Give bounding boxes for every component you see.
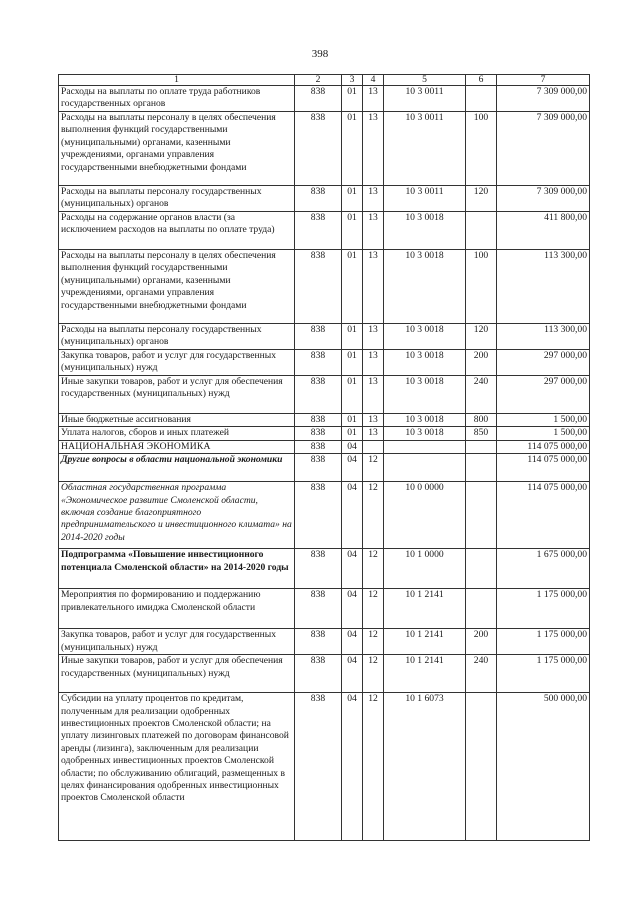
subsection-code-cell: 13: [363, 427, 384, 440]
target-article-cell: 10 3 0018: [384, 427, 466, 440]
column-header-row: [59, 75, 590, 86]
table-row: [59, 440, 590, 453]
section-code-cell: 01: [342, 427, 363, 440]
table-row: [59, 414, 590, 427]
target-article-cell: 10 3 0011: [384, 86, 466, 112]
section-code-cell: 01: [342, 86, 363, 112]
table-row: [59, 629, 590, 655]
expense-type-cell: 100: [466, 250, 497, 324]
subsection-code-cell: 12: [363, 629, 384, 655]
row-name-cell: Мероприятия по формированию и поддержанию привлекательного имиджа Смоленской области: [59, 589, 295, 629]
expense-type-cell: [466, 440, 497, 453]
dept-code-cell: 838: [295, 427, 342, 440]
subsection-code-cell: 12: [363, 589, 384, 629]
amount-cell: 297 000,00: [497, 350, 590, 376]
table-row: [59, 112, 590, 186]
expense-type-cell: 120: [466, 324, 497, 350]
row-name-cell: Расходы на содержание органов власти (за исключением расходов на выплаты по оплате труда): [59, 212, 295, 250]
amount-cell: 1 675 000,00: [497, 549, 590, 589]
expense-type-cell: 100: [466, 112, 497, 186]
subsection-code-cell: 12: [363, 454, 384, 482]
column-header: 1: [59, 75, 295, 86]
target-article-cell: 10 3 0018: [384, 250, 466, 324]
amount-cell: 500 000,00: [497, 693, 590, 841]
row-name-cell: Закупка товаров, работ и услуг для государственных (муниципальных) нужд: [59, 350, 295, 376]
section-code-cell: 01: [342, 376, 363, 414]
target-article-cell: 10 1 2141: [384, 629, 466, 655]
row-name-cell: НАЦИОНАЛЬНАЯ ЭКОНОМИКА: [59, 440, 295, 453]
row-name-cell: Расходы на выплаты персоналу государственных (муниципальных) органов: [59, 186, 295, 212]
table-row: [59, 350, 590, 376]
dept-code-cell: 838: [295, 250, 342, 324]
row-name-cell: Расходы на выплаты по оплате труда работников государственных органов: [59, 86, 295, 112]
row-name-cell: Расходы на выплаты персоналу в целях обеспечения выполнения функций государственными (муниципальными) органами, казенными учреждениями, органами управления государственными внебюджетными фондами: [59, 112, 295, 186]
subsection-code-cell: 13: [363, 376, 384, 414]
target-article-cell: 10 3 0018: [384, 414, 466, 427]
section-code-cell: 01: [342, 414, 363, 427]
section-code-cell: 04: [342, 549, 363, 589]
table-row: [59, 376, 590, 414]
amount-cell: 114 075 000,00: [497, 440, 590, 453]
section-code-cell: 01: [342, 250, 363, 324]
target-article-cell: 10 1 2141: [384, 589, 466, 629]
amount-cell: 113 300,00: [497, 250, 590, 324]
section-code-cell: 01: [342, 324, 363, 350]
table-row: [59, 549, 590, 589]
table-row: [59, 186, 590, 212]
target-article-cell: 10 3 0018: [384, 324, 466, 350]
amount-cell: 7 309 000,00: [497, 112, 590, 186]
target-article-cell: [384, 454, 466, 482]
subsection-code-cell: 13: [363, 324, 384, 350]
subsection-code-cell: [363, 440, 384, 453]
row-name-cell: Иные закупки товаров, работ и услуг для обеспечения государственных (муниципальных) нужд: [59, 376, 295, 414]
expense-type-cell: [466, 86, 497, 112]
amount-cell: 297 000,00: [497, 376, 590, 414]
amount-cell: 1 500,00: [497, 427, 590, 440]
section-code-cell: 04: [342, 693, 363, 841]
target-article-cell: 10 0 0000: [384, 482, 466, 549]
dept-code-cell: 838: [295, 86, 342, 112]
dept-code-cell: 838: [295, 112, 342, 186]
target-article-cell: 10 3 0018: [384, 212, 466, 250]
section-code-cell: 01: [342, 350, 363, 376]
dept-code-cell: 838: [295, 186, 342, 212]
dept-code-cell: 838: [295, 655, 342, 693]
page-number: 398: [311, 48, 329, 60]
row-name-cell: Уплата налогов, сборов и иных платежей: [59, 427, 295, 440]
target-article-cell: 10 3 0011: [384, 186, 466, 212]
expense-type-cell: [466, 589, 497, 629]
row-name-cell: Иные бюджетные ассигнования: [59, 414, 295, 427]
expense-type-cell: [466, 549, 497, 589]
dept-code-cell: 838: [295, 629, 342, 655]
expense-type-cell: [466, 212, 497, 250]
subsection-code-cell: 12: [363, 693, 384, 841]
section-code-cell: 04: [342, 440, 363, 453]
target-article-cell: 10 3 0018: [384, 376, 466, 414]
dept-code-cell: 838: [295, 693, 342, 841]
dept-code-cell: 838: [295, 440, 342, 453]
amount-cell: 411 800,00: [497, 212, 590, 250]
subsection-code-cell: 12: [363, 482, 384, 549]
row-name-cell: Закупка товаров, работ и услуг для государственных (муниципальных) нужд: [59, 629, 295, 655]
expense-type-cell: 200: [466, 629, 497, 655]
dept-code-cell: 838: [295, 376, 342, 414]
dept-code-cell: 838: [295, 454, 342, 482]
column-header: 7: [497, 75, 590, 86]
subsection-code-cell: 12: [363, 655, 384, 693]
amount-cell: 114 075 000,00: [497, 454, 590, 482]
table-row: [59, 324, 590, 350]
section-code-cell: 01: [342, 212, 363, 250]
table-row: [59, 482, 590, 549]
table-row: [59, 250, 590, 324]
amount-cell: 1 175 000,00: [497, 589, 590, 629]
column-header: 4: [363, 75, 384, 86]
dept-code-cell: 838: [295, 482, 342, 549]
target-article-cell: 10 1 2141: [384, 655, 466, 693]
dept-code-cell: 838: [295, 212, 342, 250]
column-header: 5: [384, 75, 466, 86]
table-row: [59, 589, 590, 629]
table-row: [59, 454, 590, 482]
row-name-cell: Подпрограмма «Повышение инвестиционного потенциала Смоленской области» на 2014-2020 годы: [59, 549, 295, 589]
section-code-cell: 01: [342, 186, 363, 212]
section-code-cell: 04: [342, 629, 363, 655]
table-row: [59, 693, 590, 841]
expense-type-cell: 800: [466, 414, 497, 427]
subsection-code-cell: 13: [363, 350, 384, 376]
row-name-cell: Иные закупки товаров, работ и услуг для обеспечения государственных (муниципальных) нужд: [59, 655, 295, 693]
table-row: [59, 212, 590, 250]
table-row: [59, 86, 590, 112]
dept-code-cell: 838: [295, 414, 342, 427]
subsection-code-cell: 13: [363, 414, 384, 427]
amount-cell: 7 309 000,00: [497, 86, 590, 112]
column-header: 3: [342, 75, 363, 86]
subsection-code-cell: 12: [363, 549, 384, 589]
amount-cell: 1 175 000,00: [497, 655, 590, 693]
dept-code-cell: 838: [295, 350, 342, 376]
dept-code-cell: 838: [295, 324, 342, 350]
expense-type-cell: 240: [466, 655, 497, 693]
subsection-code-cell: 13: [363, 86, 384, 112]
column-header: 2: [295, 75, 342, 86]
budget-table: [58, 74, 590, 841]
row-name-cell: Расходы на выплаты персоналу государственных (муниципальных) органов: [59, 324, 295, 350]
target-article-cell: [384, 440, 466, 453]
section-code-cell: 04: [342, 482, 363, 549]
row-name-cell: Расходы на выплаты персоналу в целях обеспечения выполнения функций государственными (муниципальными) органами, казенными учреждениями, органами управления государственными внебюджетными фондами: [59, 250, 295, 324]
amount-cell: 1 500,00: [497, 414, 590, 427]
target-article-cell: 10 1 6073: [384, 693, 466, 841]
amount-cell: 113 300,00: [497, 324, 590, 350]
amount-cell: 114 075 000,00: [497, 482, 590, 549]
expense-type-cell: [466, 482, 497, 549]
expense-type-cell: 240: [466, 376, 497, 414]
expense-type-cell: 120: [466, 186, 497, 212]
amount-cell: 1 175 000,00: [497, 629, 590, 655]
section-code-cell: 04: [342, 454, 363, 482]
subsection-code-cell: 13: [363, 250, 384, 324]
subsection-code-cell: 13: [363, 112, 384, 186]
subsection-code-cell: 13: [363, 212, 384, 250]
section-code-cell: 01: [342, 112, 363, 186]
table-row: [59, 655, 590, 693]
subsection-code-cell: 13: [363, 186, 384, 212]
section-code-cell: 04: [342, 589, 363, 629]
dept-code-cell: 838: [295, 589, 342, 629]
section-code-cell: 04: [342, 655, 363, 693]
expense-type-cell: 850: [466, 427, 497, 440]
table-row: [59, 427, 590, 440]
row-name-cell: Областная государственная программа «Экономическое развитие Смоленской области, включая создание благоприятного предпринимательского и инвестиционного климата» на 2014-2020 годы: [59, 482, 295, 549]
column-header: 6: [466, 75, 497, 86]
amount-cell: 7 309 000,00: [497, 186, 590, 212]
target-article-cell: 10 1 0000: [384, 549, 466, 589]
row-name-cell: Другие вопросы в области национальной экономики: [59, 454, 295, 482]
dept-code-cell: 838: [295, 549, 342, 589]
target-article-cell: 10 3 0018: [384, 350, 466, 376]
row-name-cell: Субсидии на уплату процентов по кредитам, полученным для реализации одобренных инвестиционных проектов Смоленской области; на уплату лизинговых платежей по договорам финансовой аренды (лизинга), заключенным для реализации одобренных инвестиционных проектов Смоленской области; по обслуживанию облигаций, размещенных в целях финансирования одобренных инвестиционных проектов Смоленской области: [59, 693, 295, 841]
expense-type-cell: 200: [466, 350, 497, 376]
expense-type-cell: [466, 693, 497, 841]
target-article-cell: 10 3 0011: [384, 112, 466, 186]
expense-type-cell: [466, 454, 497, 482]
